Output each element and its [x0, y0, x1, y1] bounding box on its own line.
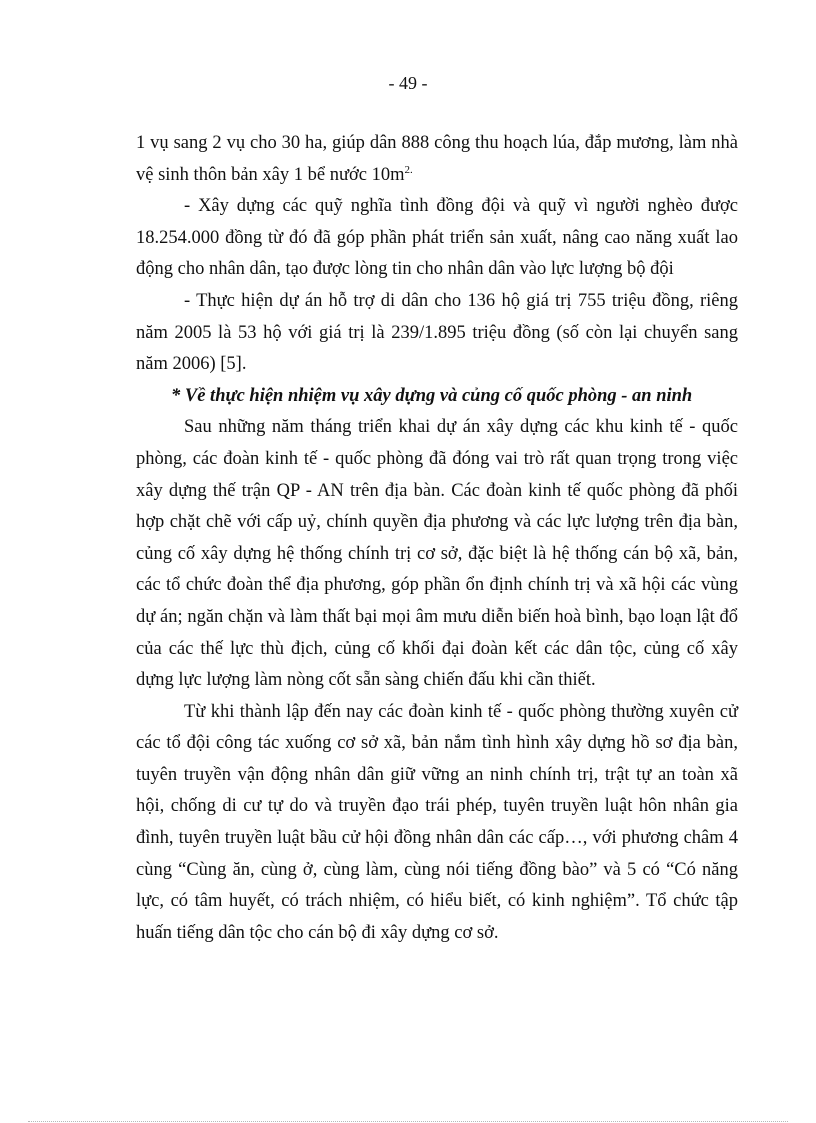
paragraph-1-text: 1 vụ sang 2 vụ cho 30 ha, giúp dân 888 công thu hoạch lúa, đắp mương, làm nhà vệ sinh thôn bản xây 1 bể nước 10m [136, 133, 738, 185]
superscript-squared: 2. [404, 163, 413, 176]
page-number: - 49 - [388, 73, 428, 93]
paragraph-2: - Xây dựng các quỹ nghĩa tình đồng đội và quỹ vì người nghèo được 18.254.000 đồng từ đó đã góp phần phát triển sản xuất, nâng cao năng xuất lao động cho nhân dân, tạo được lòng tin cho nhân dân vào lực lượng bộ đội [136, 196, 738, 280]
section-heading: * Về thực hiện nhiệm vụ xây dựng và củng cố quốc phòng - an ninh [171, 385, 693, 406]
footer-divider [28, 1121, 788, 1122]
paragraph-3: - Thực hiện dự án hỗ trợ di dân cho 136 hộ giá trị 755 triệu đồng, riêng năm 2005 là 53 hộ với giá trị là 239/1.895 triệu đồng (số còn lại chuyển sang năm 2006) [5]. [136, 290, 738, 375]
paragraph-5: Từ khi thành lập đến nay các đoàn kinh tế - quốc phòng thường xuyên cử các tổ đội công tác xuống cơ sở xã, bản nắm tình hình xây dựng hồ sơ địa bàn, tuyên truyền vận động nhân dân giữ vững an ninh chính trị, trật tự an toàn xã hội, chống di cư tự do và truyền đạo trái phép, tuyên truyền luật hôn nhân gia đình, tuyên truyền luật bầu cử hội đồng nhân dân các cấp…, với phương châm 4 cùng “Cùng ăn, cùng ở, cùng làm, cùng nói tiếng đồng bào” và 5 có “Có năng lực, có tâm huyết, có trách nhiệm, có hiểu biết, có kinh nghiệm”. Tổ chức tập huấn tiếng dân tộc cho cán bộ đi xây dựng cơ sở. [136, 701, 738, 943]
paragraph-1 [136, 128, 738, 191]
document-body [136, 128, 738, 949]
paragraph-4: Sau những năm tháng triển khai dự án xây dựng các khu kinh tế - quốc phòng, các đoàn kinh tế - quốc phòng đã đóng vai trò rất quan trọng trong việc xây dựng thế trận QP - AN trên địa bàn. Các đoàn kinh tế quốc phòng đã phối hợp chặt chẽ với cấp uỷ, chính quyền địa phương và các lực lượng trên địa bàn, củng cố xây dựng hệ thống chính trị cơ sở, đặc biệt là hệ thống cán bộ xã, bản, các tổ chức đoàn thể địa phương, góp phần ổn định chính trị và xã hội các vùng dự án; ngăn chặn và làm thất bại mọi âm mưu diễn biến hoà bình, bạo loạn lật đổ của các thế lực thù địch, củng cố khối đại đoàn kết các dân tộc, củng cố xây dựng lực lượng làm nòng cốt sẵn sàng chiến đấu khi cần thiết. [136, 417, 738, 691]
